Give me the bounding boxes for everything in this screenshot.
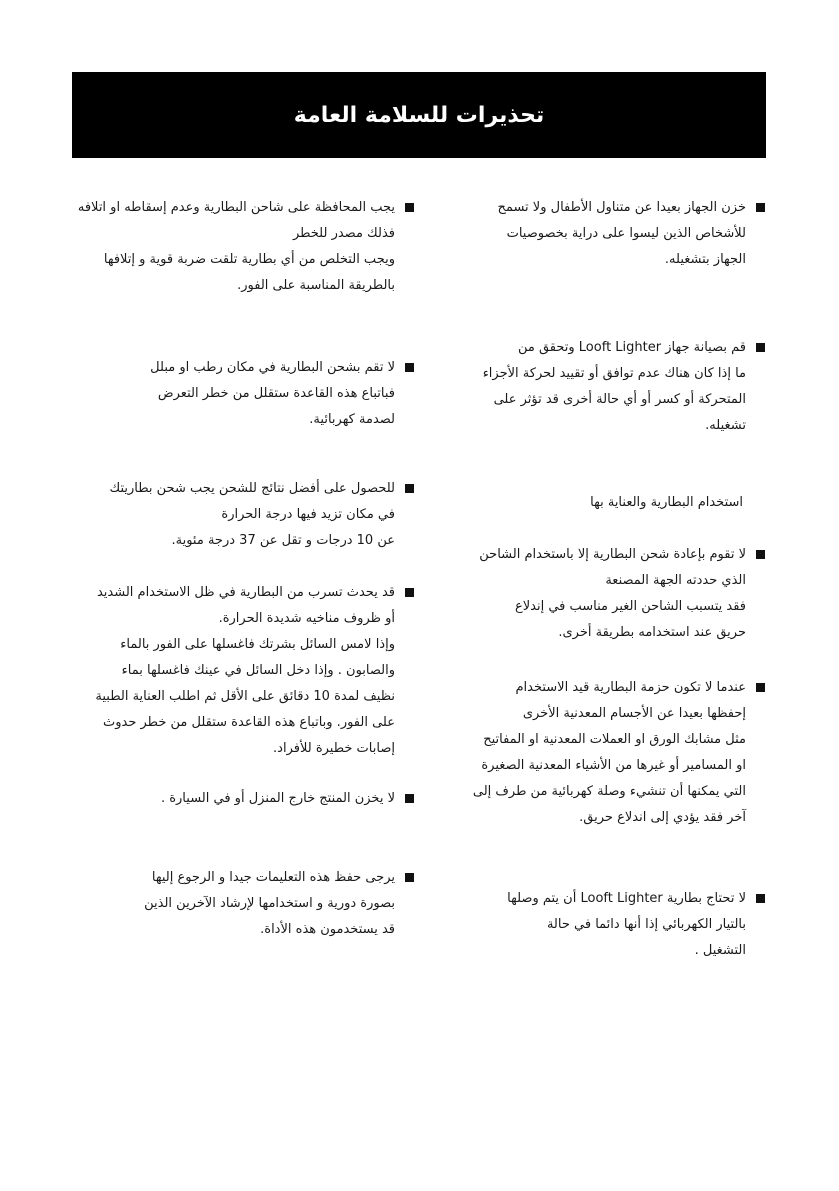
bullet-square-icon bbox=[405, 363, 414, 372]
warning-item-storage bbox=[472, 675, 765, 831]
text-line: فباتباع هذه القاعدة ستقلل من خطر التعرض bbox=[157, 386, 395, 401]
text-line: فقد يتسبب الشاحن الغير مناسب في إندلاع bbox=[514, 599, 746, 614]
warning-item-keep-instructions bbox=[109, 865, 414, 943]
page-title: تحذيرات للسلامة العامة bbox=[293, 102, 545, 128]
warning-item-leak bbox=[95, 580, 414, 762]
text-line: لا تقم بشحن البطارية في مكان رطب او مبلل bbox=[150, 360, 395, 375]
text-line: عن 10 درجات و تقل عن 37 درجة مئوية. bbox=[171, 533, 395, 548]
text-line: نظيف لمدة 10 دقائق على الأقل ثم اطلب العناية الطبية bbox=[95, 689, 395, 704]
text-line: قم بصيانة جهاز Looft Lighter وتحقق من bbox=[517, 340, 746, 355]
bullet-square-icon bbox=[405, 794, 414, 803]
warning-item-charger bbox=[479, 542, 765, 646]
text-line: فذلك مصدر للخطر bbox=[292, 226, 395, 241]
warning-item-outdoor bbox=[109, 786, 414, 812]
text-line: تشغيله. bbox=[705, 418, 746, 433]
text-line: بصورة دورية و استخدامها لإرشاد الآخرين الذين bbox=[144, 896, 395, 911]
text-line: وإذا لامس السائل بشرتك فاغسلها على الفور بالماء bbox=[120, 637, 395, 652]
section-subheading: استخدام البطارية والعناية بها bbox=[590, 495, 743, 510]
text-line: الذي حددته الجهة المصنعة bbox=[605, 573, 746, 588]
text-line: عندما لا تكون حزمة البطارية قيد الاستخدام bbox=[515, 680, 746, 695]
text-line: أو ظروف مناخيه شديدة الحرارة. bbox=[218, 611, 395, 626]
text-line: يجب المحافظة على شاحن البطارية وعدم إسقاطه او اتلافه bbox=[77, 200, 395, 215]
text-line: للحصول على أفضل نتائج للشحن يجب شحن بطاريتك bbox=[109, 481, 395, 496]
bullet-square-icon bbox=[756, 550, 765, 559]
text-line: او المسامير أو غيرها من الأشياء المعدنية الصغيرة bbox=[481, 758, 746, 773]
text-line: قد يستخدمون هذه الأداة. bbox=[260, 922, 395, 937]
text-line: على الفور. وباتباع هذه القاعدة ستقلل من خطر حدوث bbox=[103, 715, 395, 730]
text-line: مثل مشابك الورق او العملات المعدنية او المفاتيح bbox=[483, 732, 746, 747]
text-line: في مكان تزيد فيها درجة الحرارة bbox=[221, 507, 395, 522]
text-line: بالطريقة المناسبة على الفور. bbox=[237, 278, 395, 293]
warning-item-maintenance bbox=[482, 335, 765, 439]
bullet-square-icon bbox=[405, 484, 414, 493]
text-line: التي يمكنها أن تنشيء وصلة كهربائية من طرف إلى bbox=[472, 784, 746, 799]
text-line: قد يحدث تسرب من البطارية في ظل الاستخدام الشديد bbox=[96, 585, 395, 600]
warning-item-wet bbox=[109, 355, 414, 433]
text-line: حريق عند استخدامه بطريقة أخرى. bbox=[558, 625, 746, 640]
warning-item-children bbox=[493, 195, 765, 273]
text-line: يرجى حفظ هذه التعليمات جيدا و الرجوع إليها bbox=[151, 870, 395, 885]
bullet-square-icon bbox=[405, 588, 414, 597]
warning-item-power bbox=[493, 886, 765, 964]
bullet-square-icon bbox=[756, 343, 765, 352]
text-line: إصابات خطيرة للأفراد. bbox=[273, 741, 395, 756]
warning-item-temperature bbox=[109, 476, 414, 554]
text-line: لا تقوم بإعادة شحن البطارية إلا باستخدام الشاحن bbox=[479, 547, 746, 562]
text-line: خزن الجهاز بعيدا عن متناول الأطفال ولا تسمح bbox=[497, 200, 746, 215]
text-line: لصدمة كهربائية. bbox=[309, 412, 395, 427]
bullet-square-icon bbox=[756, 683, 765, 692]
text-line: لا يخزن المنتج خارج المنزل أو في السيارة . bbox=[160, 791, 395, 806]
bullet-square-icon bbox=[756, 203, 765, 212]
bullet-square-icon bbox=[756, 894, 765, 903]
title-banner bbox=[72, 72, 766, 158]
bullet-square-icon bbox=[405, 203, 414, 212]
text-line: والصابون . وإذا دخل السائل في عينك فاغسلها بماء bbox=[121, 663, 395, 678]
warning-item-charger-care bbox=[77, 195, 414, 299]
text-line: ما إذا كان هناك عدم توافق أو تقييد لحركة الأجزاء bbox=[482, 366, 746, 381]
text-line: إحفظها بعيدا عن الأجسام المعدنية الأخرى bbox=[522, 706, 746, 721]
text-line: لا تحتاج بطارية Looft Lighter أن يتم وصلها bbox=[507, 891, 746, 906]
text-line: المتحركة أو كسر أو أي حالة أخرى قد تؤثر على bbox=[493, 392, 746, 407]
text-line: التشغيل . bbox=[694, 943, 746, 958]
text-line: بالتيار الكهربائي إذا أنها دائما في حالة bbox=[546, 917, 746, 932]
text-line: ويجب التخلص من أي بطارية تلقت ضربة قوية و إتلافها bbox=[103, 252, 395, 267]
bullet-square-icon bbox=[405, 873, 414, 882]
text-line: الجهاز بتشغيله. bbox=[664, 252, 746, 267]
text-line: للأشخاص الذين ليسوا على دراية بخصوصيات bbox=[506, 226, 746, 241]
text-line: آخر فقد يؤدي إلى اندلاع حريق. bbox=[579, 810, 746, 825]
